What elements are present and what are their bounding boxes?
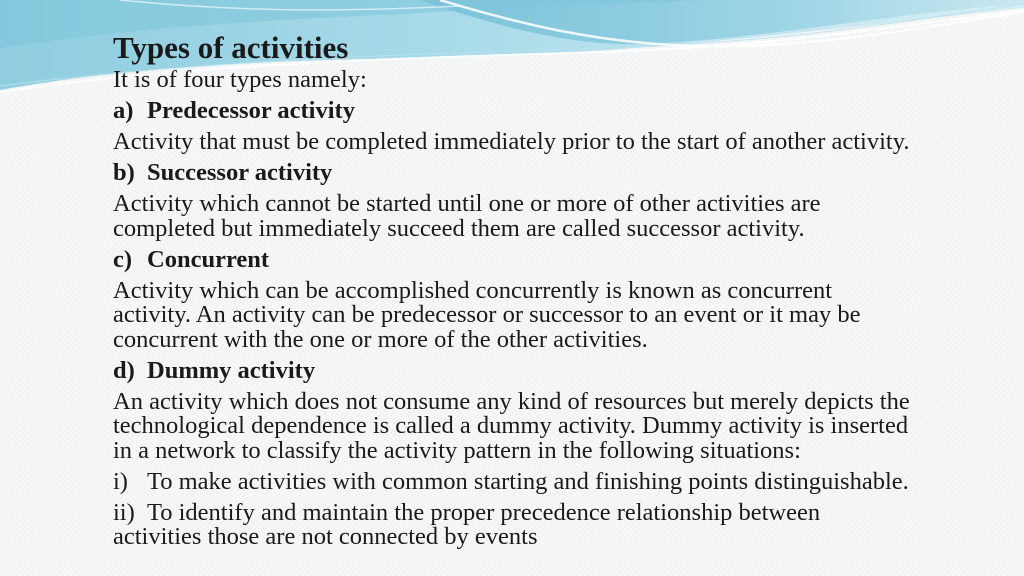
- section-d-text-line: technological dependence is called a dummy activity. Dummy activity is inserted: [113, 412, 909, 439]
- situation-ii-text: To identify and maintain the proper precedence relationship between: [147, 498, 821, 526]
- situation-ii: [113, 498, 993, 526]
- section-c-text-line: concurrent with the one or more of the other activities.: [113, 325, 648, 353]
- section-c-text-line: Activity which can be accomplished concurrently is known as concurrent: [113, 276, 833, 304]
- situation-i-marker: i): [113, 467, 128, 495]
- section-c-heading: [113, 245, 993, 273]
- section-d-marker: d): [113, 356, 135, 384]
- section-d-title: Dummy activity: [147, 356, 316, 384]
- slide-title: Types of activities: [113, 30, 349, 65]
- situation-ii-text-line: activities those are not connected by events: [113, 523, 538, 550]
- situation-ii-marker: ii): [113, 498, 135, 526]
- section-b-title: Successor activity: [147, 159, 333, 186]
- intro-text: It is of four types namely:: [113, 66, 367, 93]
- situation-i-text: To make activities with common starting and finishing points distinguishable.: [147, 467, 909, 495]
- section-b-marker: b): [113, 159, 135, 186]
- section-a-text: Activity that must be completed immediately prior to the start of another activity.: [113, 128, 910, 155]
- section-a-title: Predecessor activity: [147, 97, 355, 124]
- section-a-heading: [113, 99, 993, 124]
- section-a-marker: a): [113, 97, 134, 124]
- section-d-text-line: in a network to classify the activity pattern in the following situations:: [113, 436, 801, 464]
- section-d-text-line: An activity which does not consume any kind of resources but merely depicts the: [113, 387, 910, 415]
- section-b-text-line: Activity which cannot be started until one or more of other activities are: [113, 190, 821, 217]
- slide-content: [113, 30, 993, 550]
- section-b-text-line: completed but immediately succeed them are called successor activity.: [113, 214, 805, 242]
- section-c-title: Concurrent: [147, 245, 270, 273]
- section-d-heading: [113, 356, 993, 384]
- section-c-marker: c): [113, 245, 133, 273]
- section-b-heading: [113, 161, 993, 186]
- section-c-text-line: activity. An activity can be predecessor or successor to an event or it may be: [113, 301, 861, 328]
- situation-i: [113, 467, 993, 495]
